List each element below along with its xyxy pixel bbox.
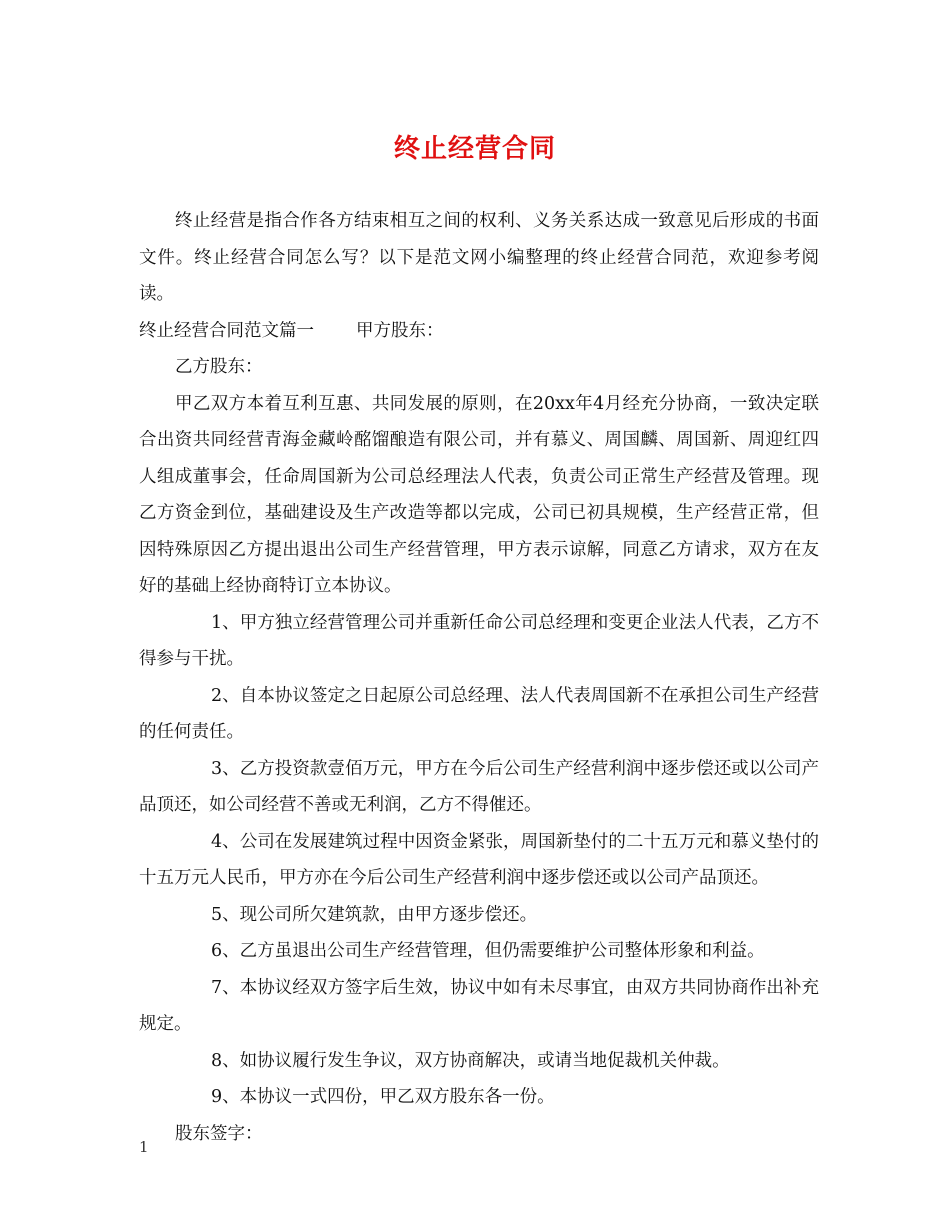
clause-text: 自本协议签定之日起原公司总经理、法人代表周国新不在承担公司生产经营的任何责任。 bbox=[139, 685, 819, 742]
clause-number: 4、 bbox=[211, 831, 240, 852]
document-body bbox=[139, 203, 819, 1152]
clause-text: 本协议一式四份，甲乙双方股东各一份。 bbox=[239, 1087, 555, 1107]
clause-text: 公司在发展建筑过程中因资金紧张，周国新垫付的二十五万元和慕义垫付的十五万元人民币，甲方亦在今后公司生产经营利润中逐步偿还或以公司产品顶还。 bbox=[139, 831, 819, 888]
section-heading: 终止经营合同范文篇一 bbox=[139, 320, 314, 341]
clause-text: 甲方独立经营管理公司并重新任命公司总经理和变更企业法人代表，乙方不得参与干扰。 bbox=[139, 612, 819, 669]
clause-number: 8、 bbox=[211, 1050, 240, 1071]
party-b-label: 乙方股东： bbox=[175, 357, 263, 377]
clause-5 bbox=[139, 897, 819, 934]
clause-1 bbox=[139, 605, 819, 678]
clause-text: 如协议履行发生争议，双方协商解决，或请当地促裁机关仲裁。 bbox=[239, 1050, 730, 1071]
clause-text: 乙方虽退出公司生产经营管理，但仍需要维护公司整体形象和利益。 bbox=[239, 941, 765, 961]
clause-2 bbox=[139, 678, 819, 751]
clause-7 bbox=[139, 970, 819, 1043]
clause-9 bbox=[139, 1079, 819, 1116]
signature-label: 股东签字： bbox=[175, 1123, 263, 1144]
section-heading-line bbox=[139, 313, 819, 350]
clause-8 bbox=[139, 1043, 819, 1080]
clause-number: 2、 bbox=[211, 685, 240, 706]
clause-number: 1、 bbox=[211, 612, 240, 633]
clause-6 bbox=[139, 933, 819, 970]
party-a-label: 甲方股东： bbox=[356, 320, 444, 341]
clause-number: 9、 bbox=[211, 1087, 240, 1107]
clause-3 bbox=[139, 751, 819, 824]
page-number: 1 bbox=[139, 1138, 149, 1156]
preamble-paragraph: 甲乙双方本着互利互惠、共同发展的原则，在20xx年4月经充分协商，一致决定联合出资共同经营青海金藏岭酩馏酿造有限公司，并有慕义、周国麟、周国新、周迎红四人组成董事会，任命周国新为公司总经理法人代表，负责公司正常生产经营及管理。现乙方资金到位，基础建设及生产改造等都以完成，公司已初具规模，生产经营正常，但因特殊原因乙方提出退出公司生产经营管理，甲方表示谅解，同意乙方请求，双方在友好的基础上经协商特订立本协议。 bbox=[139, 393, 819, 596]
clause-number: 7、 bbox=[211, 977, 240, 998]
clause-text: 乙方投资款壹佰万元，甲方在今后公司生产经营利润中逐步偿还或以公司产品顶还，如公司经营不善或无利润，乙方不得催还。 bbox=[139, 758, 819, 815]
clause-number: 6、 bbox=[211, 941, 240, 961]
clause-text: 现公司所欠建筑款，由甲方逐步偿还。 bbox=[239, 904, 538, 925]
clause-4 bbox=[139, 824, 819, 897]
clause-text: 本协议经双方签字后生效，协议中如有未尽事宜，由双方共同协商作出补充规定。 bbox=[139, 977, 819, 1034]
document-title: 终止经营合同 bbox=[393, 134, 556, 164]
intro-paragraph: 终止经营是指合作各方结束相互之间的权利、义务关系达成一致意见后形成的书面文件。终止经营合同怎么写？以下是范文网小编整理的终止经营合同范，欢迎参考阅读。 bbox=[139, 211, 819, 304]
clause-number: 3、 bbox=[211, 758, 240, 779]
clause-number: 5、 bbox=[211, 904, 240, 925]
